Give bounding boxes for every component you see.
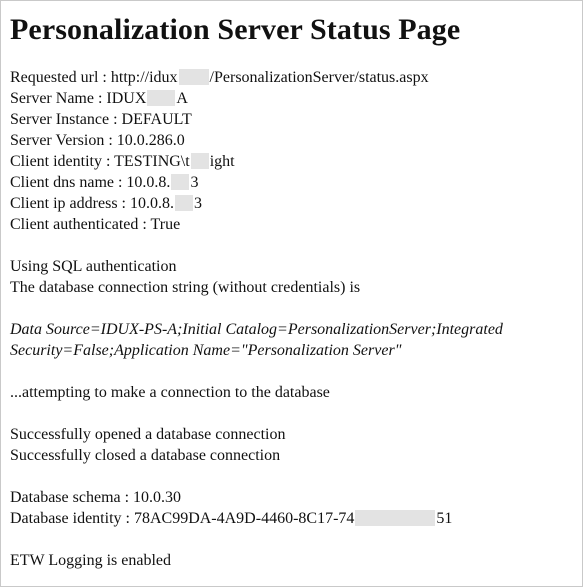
etw-logging-line: ETW Logging is enabled: [10, 552, 171, 569]
client-dns-line: [10, 172, 572, 193]
database-identity-line: [10, 508, 572, 529]
connection-closed-line: Successfully closed a database connection: [10, 447, 281, 464]
page-title: Personalization Server Status Page: [10, 13, 461, 46]
server-version-line: Server Version : 10.0.286.0: [10, 132, 185, 149]
spacer: [10, 466, 572, 487]
client-authenticated-line: Client authenticated : True: [10, 216, 181, 233]
client-ip-suffix: 3: [193, 195, 202, 212]
client-ip-line: [10, 193, 572, 214]
client-dns-suffix: 3: [190, 174, 199, 191]
client-identity-line: [10, 151, 572, 172]
connection-string: Data Source=IDUX-PS-A;Initial Catalog=PersonalizationServer;Integrated Security=False;Application Name="Personalization Server": [10, 321, 503, 359]
redacted-mask: [355, 510, 435, 526]
database-info: [10, 487, 572, 529]
redacted-mask: [191, 153, 209, 169]
spacer: [10, 361, 572, 382]
server-info: [10, 67, 572, 235]
database-identity-suffix: 51: [436, 510, 453, 527]
spacer: [10, 298, 572, 319]
auth-info: [10, 256, 572, 298]
database-schema-line: Database schema : 10.0.30: [10, 489, 182, 506]
database-identity-prefix: Database identity : 78AC99DA-4A9D-4460-8C17-74: [10, 510, 355, 527]
connection-results: [10, 424, 572, 466]
redacted-mask: [147, 90, 175, 106]
server-name-suffix: A: [176, 90, 188, 107]
sql-auth-line: Using SQL authentication: [10, 258, 177, 275]
spacer: [10, 235, 572, 256]
spacer: [10, 529, 572, 550]
redacted-mask: [171, 174, 189, 190]
client-identity-suffix: ight: [209, 153, 235, 170]
status-page: [1, 1, 582, 586]
client-ip-prefix: Client ip address : 10.0.8.: [10, 195, 174, 212]
server-name-line: [10, 88, 572, 109]
redacted-mask: [179, 69, 209, 85]
server-instance-line: Server Instance : DEFAULT: [10, 111, 192, 128]
spacer: [10, 403, 572, 424]
client-identity-prefix: Client identity : TESTING\t: [10, 153, 190, 170]
connection-string-intro: The database connection string (without credentials) is: [10, 279, 361, 296]
requested-url-prefix: Requested url : http://idux: [10, 69, 178, 86]
attempt-line: ...attempting to make a connection to the database: [10, 384, 330, 401]
connection-opened-line: Successfully opened a database connection: [10, 426, 286, 443]
server-name-prefix: Server Name : IDUX: [10, 90, 147, 107]
client-dns-prefix: Client dns name : 10.0.8.: [10, 174, 171, 191]
requested-url-line: [10, 67, 572, 88]
redacted-mask: [175, 195, 193, 211]
requested-url-suffix: /PersonalizationServer/status.aspx: [209, 69, 429, 86]
